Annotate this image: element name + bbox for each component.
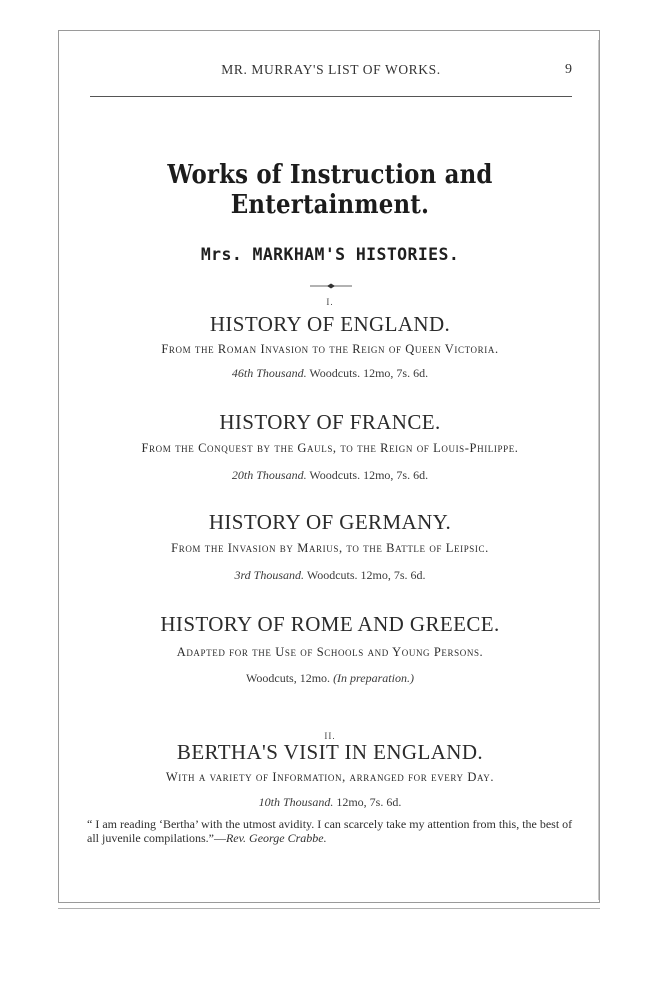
series-title: Mrs. MARKHAM'S HISTORIES. xyxy=(200,245,460,264)
section-numeral-two: II. xyxy=(324,731,336,741)
book-subtitle-england: From the Roman Invasion to the Reign of Queen Victoria. xyxy=(161,342,499,356)
book-title-england: HISTORY OF ENGLAND. xyxy=(209,312,451,336)
book-subtitle-germany: From the Invasion by Marius, to the Battle of Leipsic. xyxy=(171,541,489,555)
review-quote xyxy=(87,817,573,845)
running-head-title: MR. MURRAY'S LIST OF WORKS. xyxy=(221,62,441,77)
page-heading: Works of Instruction and Entertainment. xyxy=(167,160,493,220)
running-head xyxy=(90,62,572,80)
book-edition-bertha: 10th Thousand. xyxy=(258,795,334,809)
book-title-france: HISTORY OF FRANCE. xyxy=(219,410,441,434)
book-details-germany xyxy=(60,568,600,583)
book-details-rome-greece xyxy=(60,671,600,686)
book-format-rome-greece: Woodcuts, 12mo. xyxy=(246,671,331,685)
book-details-bertha xyxy=(60,795,600,810)
book-details-england xyxy=(60,366,600,381)
book-format-bertha: 12mo, 7s. 6d. xyxy=(336,795,402,809)
book-title-bertha: BERTHA'S VISIT IN ENGLAND. xyxy=(176,740,484,764)
page-number: 9 xyxy=(565,62,572,77)
book-format-england: Woodcuts. 12mo, 7s. 6d. xyxy=(309,366,429,380)
book-note-rome-greece: (In preparation.) xyxy=(333,671,414,685)
section-numeral-one: I. xyxy=(326,297,334,307)
review-quote-text: “ I am reading ‘Bertha’ with the utmost avidity. I can scarcely take my attention from this, the best of all juvenile compilations.”— xyxy=(87,817,573,845)
book-edition-germany: 3rd Thousand. xyxy=(234,568,305,582)
bottom-rule xyxy=(58,908,600,909)
book-format-france: Woodcuts. 12mo, 7s. 6d. xyxy=(309,468,429,482)
book-format-germany: Woodcuts. 12mo, 7s. 6d. xyxy=(306,568,426,582)
review-quote-author: Rev. George Crabbe. xyxy=(225,831,327,845)
book-subtitle-bertha: With a variety of Information, arranged for every Day. xyxy=(165,770,495,784)
book-edition-england: 46th Thousand. xyxy=(231,366,307,380)
book-title-rome-greece: HISTORY OF ROME AND GREECE. xyxy=(160,612,500,636)
book-subtitle-rome-greece: Adapted for the Use of Schools and Young Persons. xyxy=(176,645,484,659)
book-edition-france: 20th Thousand. xyxy=(231,468,307,482)
header-rule xyxy=(90,96,572,97)
book-subtitle-france: From the Conquest by the Gauls, to the Reign of Louis-Philippe. xyxy=(141,441,519,455)
ornament-divider xyxy=(310,283,352,289)
book-details-france xyxy=(60,468,600,483)
book-title-germany: HISTORY OF GERMANY. xyxy=(208,510,452,534)
